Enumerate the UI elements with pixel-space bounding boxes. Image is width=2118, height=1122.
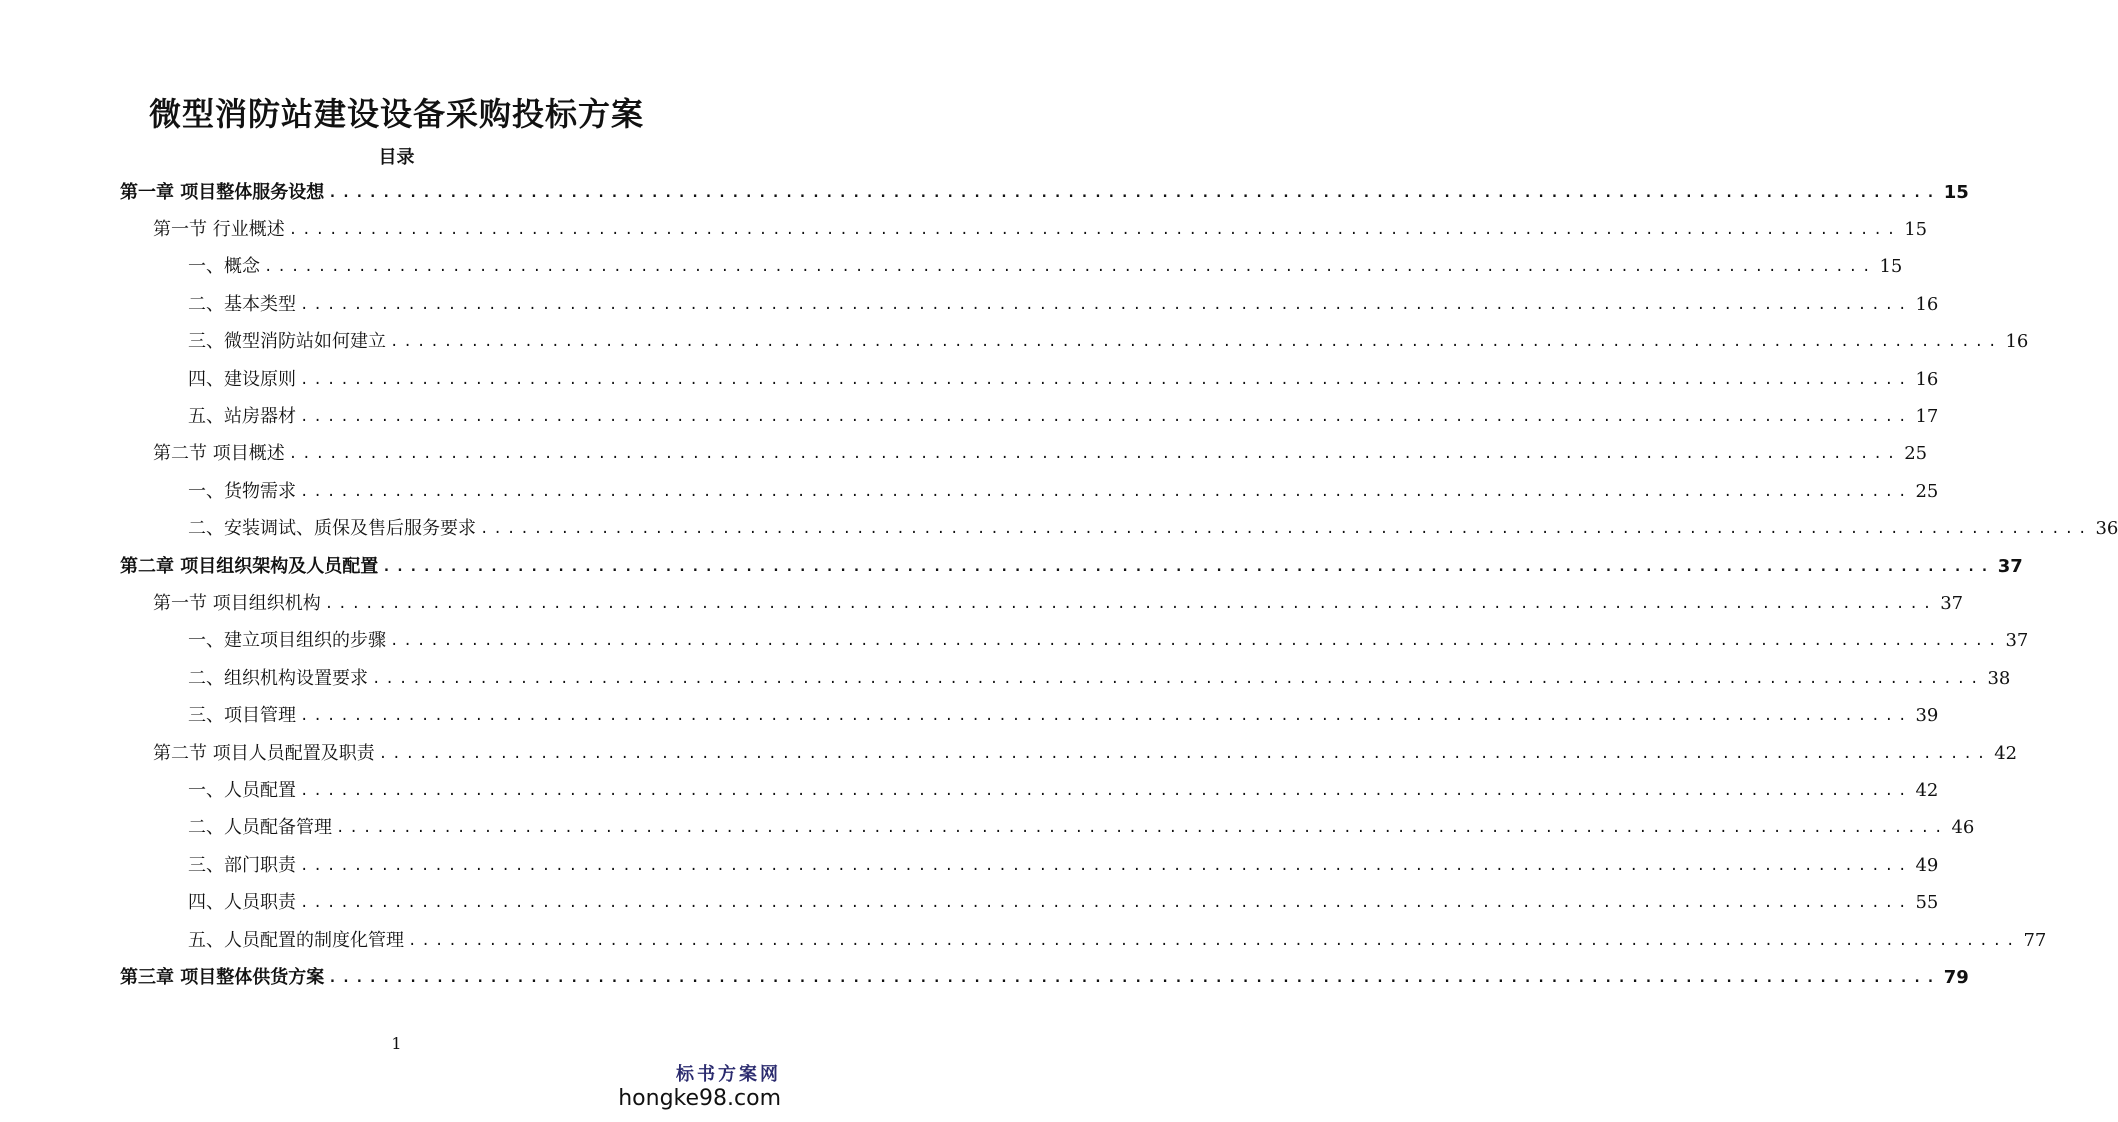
toc-entry[interactable] [0,772,1939,809]
toc-entry-title: 第二节 项目人员配置及职责 [153,742,375,764]
toc-entry-title: 第一节 行业概述 [153,218,285,240]
toc-entry-page: 46 [1951,817,1975,839]
toc-entry[interactable] [0,211,1928,248]
toc-entry-page: 36 [2095,518,2118,540]
toc-dot-leader: ........................................................................................................................ [324,595,1937,612]
toc-entry-title: 一、建立项目组织的步骤 [188,630,386,652]
toc-entry[interactable] [0,548,2023,585]
toc-entry[interactable] [0,735,2018,772]
toc-entry-page: 49 [1915,854,1939,876]
toc-entry-page: 42 [1994,742,2018,764]
toc-dot-leader: ........................................................................................................................ [288,221,1901,238]
toc-entry[interactable] [0,623,2029,660]
toc-entry[interactable] [0,473,1939,510]
toc-entry[interactable] [0,174,1969,211]
toc-entry-page: 16 [1915,368,1939,390]
toc-dot-leader: ........................................................................................................................ [328,969,1940,986]
watermark-logo [618,1064,781,1112]
toc-dot-leader: ........................................................................................................................ [372,670,1984,687]
toc-entry-page: 79 [1943,966,1969,988]
toc-entry-title: 二、组织机构设置要求 [188,667,368,689]
toc-entry-title: 第二节 项目概述 [153,443,285,465]
toc-dot-leader: ........................................................................................................................ [300,895,1912,912]
toc-entry[interactable] [0,922,2047,959]
toc-dot-leader: ........................................................................................................................ [382,558,1994,575]
toc-entry[interactable] [0,885,1939,922]
toc-dot-leader: ........................................................................................................................ [480,521,2092,538]
toc-dot-leader: ........................................................................................................................ [300,782,1912,799]
toc-entry-page: 55 [1915,892,1939,914]
toc-entry[interactable] [0,847,1939,884]
toc-entry[interactable] [0,436,1928,473]
page-number: 1 [391,1034,402,1053]
toc-dot-leader: ........................................................................................................................ [390,334,2002,351]
toc-dot-leader: ........................................................................................................................ [300,296,1912,313]
toc-entry[interactable] [0,361,1939,398]
toc-entry-page: 15 [1879,256,1903,278]
toc-entry-title: 第三章 项目整体供货方案 [120,966,325,988]
toc-entry[interactable] [0,249,1903,286]
toc-entry-page: 77 [2023,929,2047,951]
document-title: 微型消防站建设设备采购投标方案 [148,95,644,133]
toc-dot-leader: ........................................................................................................................ [300,708,1912,725]
toc-dot-leader: ........................................................................................................................ [390,633,2002,650]
toc-dot-leader: ........................................................................................................................ [300,371,1912,388]
toc-entry-title: 第一章 项目整体服务设想 [120,181,325,203]
toc-entry-page: 38 [1987,667,2011,689]
toc-entry-title: 四、建设原则 [188,368,296,390]
toc-entry[interactable] [0,660,2011,697]
toc-entry[interactable] [0,585,1964,622]
toc-entry-page: 25 [1915,480,1939,502]
toc-entry[interactable] [0,959,1969,996]
toc-entry-title: 二、基本类型 [188,293,296,315]
toc-entry-page: 37 [2005,630,2029,652]
watermark-site-name: 标书方案网 [676,1064,781,1085]
toc-entry-title: 三、部门职责 [188,854,296,876]
toc-entry-page: 42 [1915,779,1939,801]
toc-entry-title: 五、人员配置的制度化管理 [188,929,404,951]
toc-entry-page: 15 [1904,218,1928,240]
toc-entry[interactable] [0,511,2118,548]
toc-dot-leader: ........................................................................................................................ [264,259,1876,276]
toc-entry-title: 二、人员配备管理 [188,817,332,839]
toc-entry-page: 15 [1943,181,1969,203]
toc-entry-page: 17 [1915,405,1939,427]
toc-entry-title: 第一节 项目组织机构 [153,592,321,614]
toc-entry-title: 一、概念 [188,256,260,278]
toc-entry[interactable] [0,398,1939,435]
watermark-url: hongke98.com [618,1086,781,1111]
toc-entry[interactable] [0,286,1939,323]
toc-heading: 目录 [378,147,415,168]
toc-dot-leader: ........................................................................................................................ [408,932,2020,949]
toc-entry-title: 五、站房器材 [188,405,296,427]
toc-dot-leader: ........................................................................................................................ [300,408,1912,425]
toc-entry[interactable] [0,810,1975,847]
toc-entry-page: 39 [1915,705,1939,727]
toc-entry-page: 37 [1997,555,2023,577]
toc-entry-title: 第二章 项目组织架构及人员配置 [120,555,379,577]
toc-entry-page: 37 [1940,592,1964,614]
toc-entry-page: 16 [1915,293,1939,315]
toc-entry-page: 16 [2005,331,2029,353]
toc-dot-leader: ........................................................................................................................ [300,483,1912,500]
toc-dot-leader: ........................................................................................................................ [336,820,1948,837]
toc-entry-title: 三、微型消防站如何建立 [188,331,386,353]
toc-entry-page: 25 [1904,443,1928,465]
toc-entry[interactable] [0,698,1939,735]
toc-dot-leader: ........................................................................................................................ [378,745,1991,762]
toc-dot-leader: ........................................................................................................................ [288,446,1901,463]
toc-entry-title: 二、安装调试、质保及售后服务要求 [188,518,476,540]
toc-dot-leader: ........................................................................................................................ [300,857,1912,874]
toc-entry-title: 一、货物需求 [188,480,296,502]
toc-entry-title: 四、人员职责 [188,892,296,914]
toc-dot-leader: ........................................................................................................................ [328,184,1940,201]
toc-entry-title: 一、人员配置 [188,779,296,801]
toc-entry[interactable] [0,324,2029,361]
toc-entry-title: 三、项目管理 [188,705,296,727]
